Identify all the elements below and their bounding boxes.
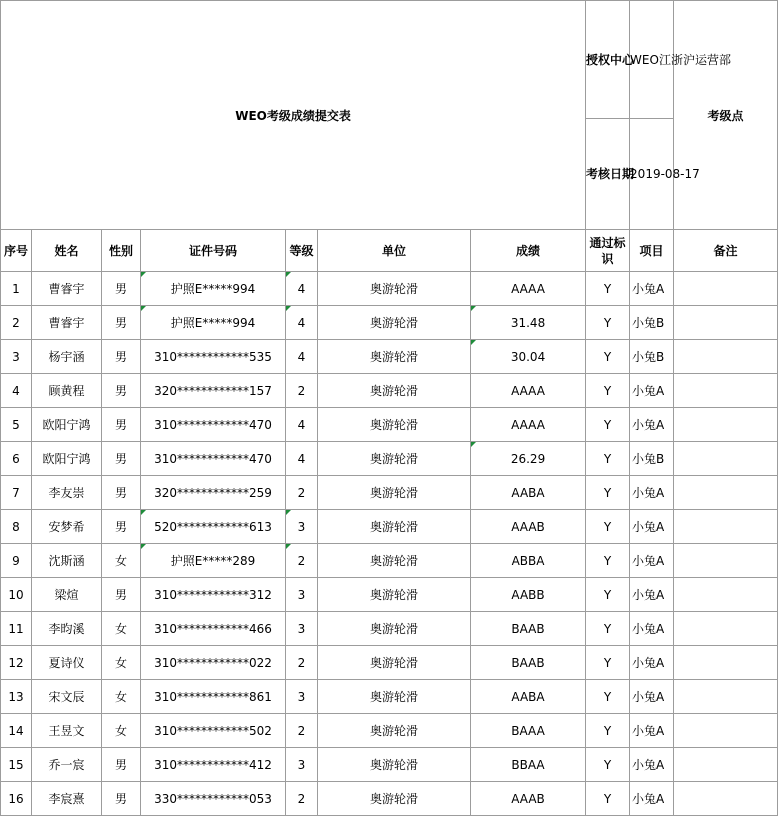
col-header-gender[interactable]: 性别 — [102, 230, 141, 272]
cell-remark[interactable] — [674, 544, 778, 578]
cell-gender[interactable]: 男 — [102, 272, 141, 306]
cell-remark[interactable] — [674, 476, 778, 510]
table-row — [1, 306, 778, 340]
exam-date-label[interactable]: 考核日期 — [586, 118, 630, 229]
cell-unit[interactable]: 奥游轮滑 — [318, 714, 471, 748]
cell-score[interactable]: AAAA — [471, 408, 586, 442]
cell-id[interactable]: 310************466 — [141, 612, 286, 646]
table-row — [1, 544, 778, 578]
cell-no[interactable]: 14 — [1, 714, 32, 748]
cell-remark[interactable] — [674, 442, 778, 476]
col-header-no[interactable]: 序号 — [1, 230, 32, 272]
cell-level[interactable]: 3 — [286, 510, 318, 544]
cell-pass[interactable]: Y — [586, 408, 630, 442]
cell-no[interactable]: 3 — [1, 340, 32, 374]
table-row — [1, 476, 778, 510]
cell-level[interactable]: 2 — [286, 374, 318, 408]
cell-remark[interactable] — [674, 680, 778, 714]
cell-id[interactable]: 310************022 — [141, 646, 286, 680]
cell-unit[interactable]: 奥游轮滑 — [318, 680, 471, 714]
cell-no[interactable]: 8 — [1, 510, 32, 544]
cell-no[interactable]: 11 — [1, 612, 32, 646]
cell-score[interactable]: AABA — [471, 476, 586, 510]
cell-gender[interactable]: 男 — [102, 408, 141, 442]
col-header-name[interactable]: 姓名 — [32, 230, 102, 272]
cell-pass[interactable]: Y — [586, 782, 630, 816]
cell-id[interactable]: 310************502 — [141, 714, 286, 748]
cell-pass[interactable]: Y — [586, 646, 630, 680]
cell-score[interactable]: AAAA — [471, 374, 586, 408]
cell-no[interactable]: 9 — [1, 544, 32, 578]
cell-gender[interactable]: 女 — [102, 680, 141, 714]
cell-score[interactable]: BAAB — [471, 646, 586, 680]
table-row — [1, 782, 778, 816]
cell-name[interactable]: 沈斯涵 — [32, 544, 102, 578]
cell-remark[interactable] — [674, 340, 778, 374]
cell-item[interactable]: 小兔A — [630, 748, 674, 782]
cell-unit[interactable]: 奥游轮滑 — [318, 578, 471, 612]
cell-no[interactable]: 7 — [1, 476, 32, 510]
cell-score[interactable]: BAAB — [471, 612, 586, 646]
table-row — [1, 680, 778, 714]
auth-center-value[interactable]: WEO江浙沪运营部 — [630, 1, 674, 119]
cell-item[interactable]: 小兔A — [630, 714, 674, 748]
cell-gender[interactable]: 女 — [102, 544, 141, 578]
cell-unit[interactable]: 奥游轮滑 — [318, 748, 471, 782]
cell-item[interactable]: 小兔A — [630, 544, 674, 578]
cell-id[interactable]: 320************259 — [141, 476, 286, 510]
table-row — [1, 442, 778, 476]
cell-unit[interactable]: 奥游轮滑 — [318, 646, 471, 680]
auth-center-label[interactable]: 授权中心 — [586, 1, 630, 119]
cell-level[interactable]: 2 — [286, 714, 318, 748]
col-header-pass[interactable]: 通过标识 — [586, 230, 630, 272]
cell-unit[interactable]: 奥游轮滑 — [318, 510, 471, 544]
cell-no[interactable]: 1 — [1, 272, 32, 306]
cell-level[interactable]: 3 — [286, 748, 318, 782]
cell-item[interactable]: 小兔A — [630, 408, 674, 442]
cell-unit[interactable]: 奥游轮滑 — [318, 476, 471, 510]
cell-unit[interactable]: 奥游轮滑 — [318, 306, 471, 340]
cell-gender[interactable]: 男 — [102, 476, 141, 510]
cell-id[interactable]: 330************053 — [141, 782, 286, 816]
cell-level[interactable]: 4 — [286, 408, 318, 442]
cell-item[interactable]: 小兔B — [630, 442, 674, 476]
cell-no[interactable]: 10 — [1, 578, 32, 612]
table-row — [1, 578, 778, 612]
cell-level[interactable]: 3 — [286, 578, 318, 612]
cell-name[interactable]: 夏诗仪 — [32, 646, 102, 680]
column-header-row — [1, 230, 778, 272]
cell-id[interactable]: 310************312 — [141, 578, 286, 612]
cell-no[interactable]: 15 — [1, 748, 32, 782]
form-title[interactable]: WEO考级成绩提交表 — [1, 1, 586, 230]
cell-name[interactable]: 李友崇 — [32, 476, 102, 510]
cell-score[interactable]: AABA — [471, 680, 586, 714]
cell-level[interactable]: 3 — [286, 680, 318, 714]
col-header-item[interactable]: 项目 — [630, 230, 674, 272]
cell-item[interactable]: 小兔A — [630, 646, 674, 680]
cell-unit[interactable]: 奥游轮滑 — [318, 408, 471, 442]
cell-no[interactable]: 6 — [1, 442, 32, 476]
cell-id[interactable]: 310************470 — [141, 408, 286, 442]
cell-item[interactable]: 小兔A — [630, 476, 674, 510]
cell-id[interactable]: 护照E*****289 — [141, 544, 286, 578]
cell-remark[interactable] — [674, 782, 778, 816]
cell-pass[interactable]: Y — [586, 510, 630, 544]
cell-score[interactable]: ABBA — [471, 544, 586, 578]
cell-remark[interactable] — [674, 578, 778, 612]
cell-level[interactable]: 4 — [286, 272, 318, 306]
table-row — [1, 646, 778, 680]
cell-unit[interactable]: 奥游轮滑 — [318, 272, 471, 306]
cell-item[interactable]: 小兔A — [630, 272, 674, 306]
cell-score[interactable]: 31.48 — [471, 306, 586, 340]
cell-level[interactable]: 2 — [286, 646, 318, 680]
cell-score[interactable]: AAAA — [471, 272, 586, 306]
cell-no[interactable]: 2 — [1, 306, 32, 340]
cell-id[interactable]: 320************157 — [141, 374, 286, 408]
cell-remark[interactable] — [674, 306, 778, 340]
cell-name[interactable]: 安梦希 — [32, 510, 102, 544]
cell-gender[interactable]: 男 — [102, 306, 141, 340]
cell-name[interactable]: 宋文辰 — [32, 680, 102, 714]
cell-unit[interactable]: 奥游轮滑 — [318, 374, 471, 408]
cell-item[interactable]: 小兔B — [630, 306, 674, 340]
cell-name[interactable]: 李昀溪 — [32, 612, 102, 646]
cell-level[interactable]: 4 — [286, 306, 318, 340]
cell-item[interactable]: 小兔A — [630, 374, 674, 408]
cell-unit[interactable]: 奥游轮滑 — [318, 544, 471, 578]
cell-pass[interactable]: Y — [586, 272, 630, 306]
table-row — [1, 272, 778, 306]
cell-no[interactable]: 13 — [1, 680, 32, 714]
table-row — [1, 510, 778, 544]
cell-gender[interactable]: 男 — [102, 374, 141, 408]
table-row — [1, 340, 778, 374]
cell-name[interactable]: 乔一宸 — [32, 748, 102, 782]
cell-gender[interactable]: 女 — [102, 612, 141, 646]
cell-name[interactable]: 欧阳宁鸿 — [32, 442, 102, 476]
cell-item[interactable]: 小兔A — [630, 578, 674, 612]
cell-id[interactable]: 护照E*****994 — [141, 272, 286, 306]
col-header-score[interactable]: 成绩 — [471, 230, 586, 272]
cell-pass[interactable]: Y — [586, 714, 630, 748]
cell-gender[interactable]: 男 — [102, 442, 141, 476]
cell-pass[interactable]: Y — [586, 374, 630, 408]
cell-id[interactable]: 护照E*****994 — [141, 306, 286, 340]
cell-score[interactable]: BAAA — [471, 714, 586, 748]
cell-name[interactable]: 曹睿宇 — [32, 306, 102, 340]
cell-gender[interactable]: 男 — [102, 782, 141, 816]
cell-id[interactable]: 310************412 — [141, 748, 286, 782]
col-header-id[interactable]: 证件号码 — [141, 230, 286, 272]
cell-no[interactable]: 12 — [1, 646, 32, 680]
cell-no[interactable]: 4 — [1, 374, 32, 408]
cell-pass[interactable]: Y — [586, 306, 630, 340]
cell-remark[interactable] — [674, 714, 778, 748]
cell-unit[interactable]: 奥游轮滑 — [318, 612, 471, 646]
cell-name[interactable]: 梁煊 — [32, 578, 102, 612]
cell-remark[interactable] — [674, 646, 778, 680]
cell-no[interactable]: 16 — [1, 782, 32, 816]
cell-gender[interactable]: 男 — [102, 340, 141, 374]
cell-unit[interactable]: 奥游轮滑 — [318, 340, 471, 374]
cell-pass[interactable]: Y — [586, 748, 630, 782]
cell-name[interactable]: 顾黄程 — [32, 374, 102, 408]
cell-level[interactable]: 4 — [286, 340, 318, 374]
cell-id[interactable]: 520************613 — [141, 510, 286, 544]
table-row — [1, 612, 778, 646]
cell-pass[interactable]: Y — [586, 442, 630, 476]
table-row — [1, 408, 778, 442]
cell-score[interactable]: 30.04 — [471, 340, 586, 374]
cell-pass[interactable]: Y — [586, 340, 630, 374]
cell-item[interactable]: 小兔B — [630, 340, 674, 374]
cell-gender[interactable]: 男 — [102, 578, 141, 612]
exam-date-value[interactable]: 2019-08-17 — [630, 118, 674, 229]
cell-gender[interactable]: 女 — [102, 646, 141, 680]
cell-name[interactable]: 曹睿宇 — [32, 272, 102, 306]
cell-item[interactable]: 小兔A — [630, 680, 674, 714]
cell-item[interactable]: 小兔A — [630, 510, 674, 544]
cell-name[interactable]: 王昱文 — [32, 714, 102, 748]
cell-gender[interactable]: 男 — [102, 510, 141, 544]
col-header-level[interactable]: 等级 — [286, 230, 318, 272]
table-row — [1, 714, 778, 748]
cell-remark[interactable] — [674, 612, 778, 646]
cell-id[interactable]: 310************470 — [141, 442, 286, 476]
cell-name[interactable]: 欧阳宁鸿 — [32, 408, 102, 442]
cell-gender[interactable]: 女 — [102, 714, 141, 748]
cell-level[interactable]: 3 — [286, 612, 318, 646]
cell-remark[interactable] — [674, 272, 778, 306]
cell-score[interactable]: AABB — [471, 578, 586, 612]
cell-no[interactable]: 5 — [1, 408, 32, 442]
cell-name[interactable]: 李宸熹 — [32, 782, 102, 816]
cell-level[interactable]: 2 — [286, 544, 318, 578]
cell-score[interactable]: BBAA — [471, 748, 586, 782]
cell-unit[interactable]: 奥游轮滑 — [318, 442, 471, 476]
cell-remark[interactable] — [674, 510, 778, 544]
cell-pass[interactable]: Y — [586, 578, 630, 612]
cell-pass[interactable]: Y — [586, 680, 630, 714]
exam-site-label[interactable]: 考级点 — [674, 1, 778, 230]
cell-id[interactable]: 310************535 — [141, 340, 286, 374]
table-body — [1, 272, 778, 816]
cell-id[interactable]: 310************861 — [141, 680, 286, 714]
cell-pass[interactable]: Y — [586, 476, 630, 510]
cell-score[interactable]: 26.29 — [471, 442, 586, 476]
cell-level[interactable]: 2 — [286, 782, 318, 816]
col-header-unit[interactable]: 单位 — [318, 230, 471, 272]
cell-name[interactable]: 杨宇涵 — [32, 340, 102, 374]
cell-item[interactable]: 小兔A — [630, 612, 674, 646]
cell-level[interactable]: 2 — [286, 476, 318, 510]
cell-remark[interactable] — [674, 374, 778, 408]
cell-remark[interactable] — [674, 408, 778, 442]
cell-pass[interactable]: Y — [586, 544, 630, 578]
cell-pass[interactable]: Y — [586, 612, 630, 646]
table-row — [1, 748, 778, 782]
cell-item[interactable]: 小兔A — [630, 782, 674, 816]
col-header-remark[interactable]: 备注 — [674, 230, 778, 272]
cell-unit[interactable]: 奥游轮滑 — [318, 782, 471, 816]
cell-gender[interactable]: 男 — [102, 748, 141, 782]
cell-level[interactable]: 4 — [286, 442, 318, 476]
cell-remark[interactable] — [674, 748, 778, 782]
cell-score[interactable]: AAAB — [471, 782, 586, 816]
cell-score[interactable]: AAAB — [471, 510, 586, 544]
table-row — [1, 374, 778, 408]
